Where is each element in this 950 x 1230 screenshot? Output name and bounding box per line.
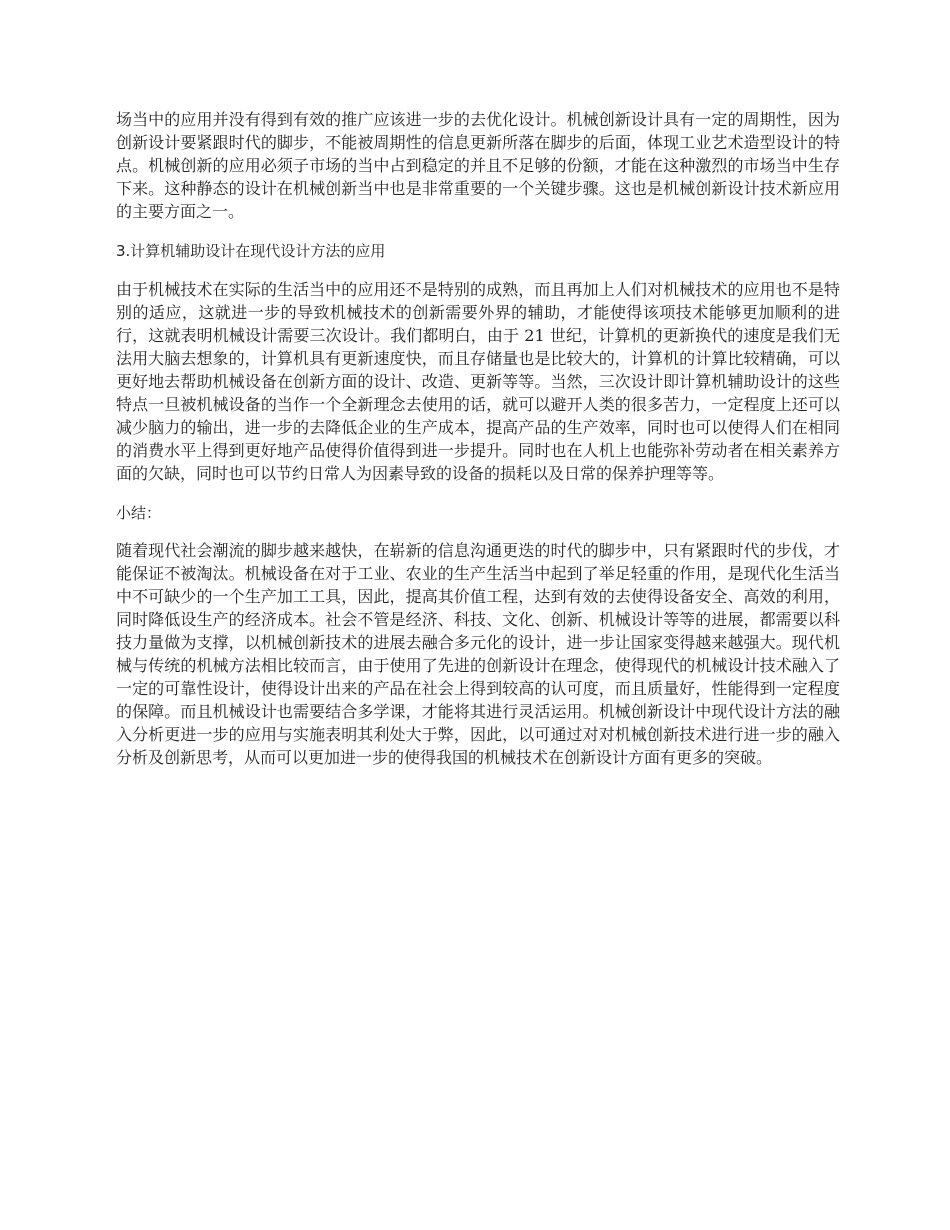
paragraph-summary: 随着现代社会潮流的脚步越来越快，在崭新的信息沟通更迭的时代的脚步中，只有紧跟时代的步伐，才能保证不被淘汰。机械设备在对于工业、农业的生产生活当中起到了举足轻重的作用，是现代化生活当中不可缺少的一个生产加工工具，因此，提高其价值工程，达到有效的去使得设备安全、高效的利用，同时降低设生产的经济成本。社会不管是经济、科技、文化、创新、机械设计等等的进展，都需要以科技力量做为支撑，以机械创新技术的进展去融合多元化的设计，进一步让国家变得越来越强大。现代机械与传统的机械方法相比较而言，由于使用了先进的创新设计在理念，使得现代的机械设计技术融入了一定的可靠性设计，使得设计出来的产品在社会上得到较高的认可度，而且质量好，性能得到一定程度的保障。而且机械设计也需要结合多学课，才能将其进行灵活运用。机械创新设计中现代设计方法的融入分析更进一步的应用与实施表明其利处大于弊，因此，以可通过对对机械创新技术进行进一步的融入分析及创新思考，从而可以更加进一步的使得我国的机械技术在创新设计方面有更多的突破。 [116,541,840,767]
paragraph-cad: 由于机械技术在实际的生活当中的应用还不是特别的成熟，而且再加上人们对机械技术的应用也不是特别的适应，这就进一步的导致机械技术的创新需要外界的辅助，才能使得该项技术能够更加顺利的进行，这就表明机械设计需要三次设计。我们都明白，由于 21 世纪，计算机的更新换代的速度是我们无法用大脑去想象的，计算机具有更新速度快，而且存储量也是比较大的，计算机的计算比较精确，可以更好地去帮助机械设备在创新方面的设计、改造、更新等等。当然，三次设计即计算机辅助设计的这些特点一旦被机械设备的当作一个全新理念去使用的话，就可以避开人类的很多苦力，一定程度上还可以减少脑力的输出，进一步的去降低企业的生产成本，提高产品的生产效率，同时也可以使得人们在相同的消费水平上得到更好地产品使得价值得到进一步提升。同时也在人机上也能弥补劳动者在相关素养方面的欠缺，同时也可以节约日常人为因素导致的设备的损耗以及日常的保养护理等等。 [116,280,840,483]
document-page [116,108,840,786]
paragraph-intro: 场当中的应用并没有得到有效的推广应该进一步的去优化设计。机械创新设计具有一定的周期性，因为创新设计要紧跟时代的脚步，不能被周期性的信息更新所落在脚步的后面，体现工业艺术造型设计的特点。机械创新的应用必须子市场的当中占到稳定的并且不足够的份额，才能在这种激烈的市场当中生存下来。这种静态的设计在机械创新当中也是非常重要的一个关键步骤。这也是机械创新设计技术新应用的主要方面之一。 [116,110,840,221]
summary-label: 小结： [116,504,162,522]
section-heading-3: 3.计算机辅助设计在现代设计方法的应用 [116,242,386,260]
